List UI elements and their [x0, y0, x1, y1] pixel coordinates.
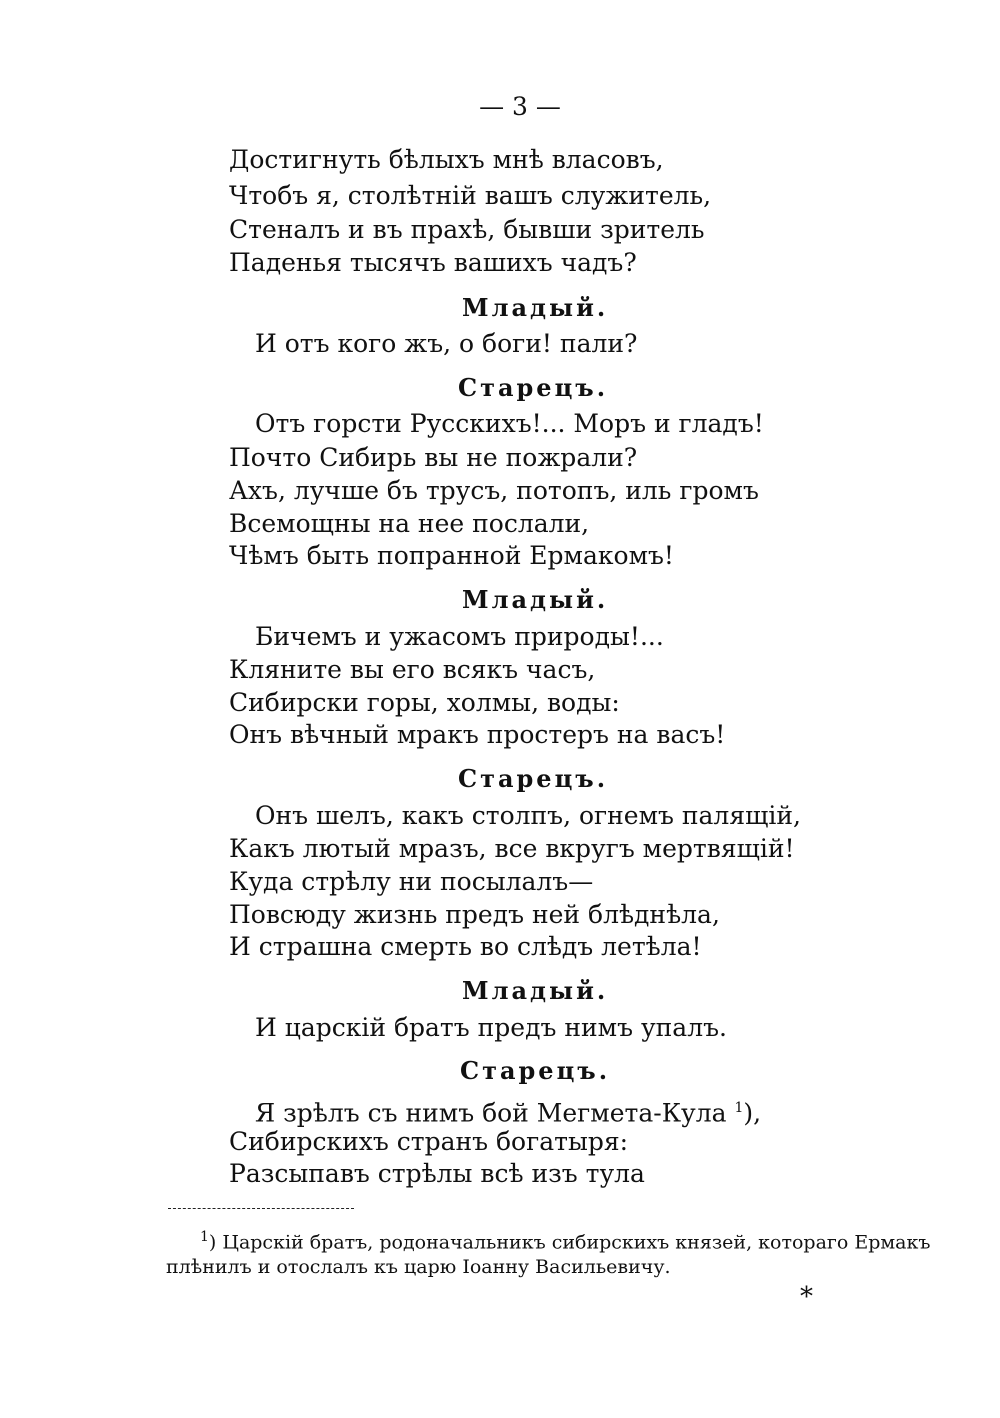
speaker-label: Младый.: [462, 293, 609, 322]
verse-line: Чтобъ я, столѣтній вашъ служитель,: [229, 181, 712, 210]
speaker-label: Старецъ.: [458, 764, 609, 793]
verse-line: Отъ горсти Русскихъ!... Моръ и гладъ!: [255, 409, 764, 438]
verse-line: Почто Сибирь вы не пожрали?: [229, 443, 638, 472]
signature-asterisk: *: [800, 1282, 813, 1312]
verse-line: Сибирскихъ странъ богатыря:: [229, 1127, 629, 1156]
footnote-divider: [168, 1208, 354, 1209]
verse-line: Бичемъ и ужасомъ природы!...: [255, 622, 664, 651]
page-number: — 3 —: [479, 92, 561, 121]
verse-line: Всемощны на нее послали,: [229, 509, 590, 538]
verse-line: Стеналъ и въ прахѣ, бывши зритель: [229, 215, 705, 244]
verse-line: Разсыпавъ стрѣлы всѣ изъ тула: [229, 1159, 645, 1188]
verse-line-with-footnote: [255, 1093, 761, 1128]
speaker-label: Старецъ.: [460, 1056, 611, 1085]
footnote-line-2: плѣнилъ и отослалъ къ царю Іоанну Васильевичу.: [166, 1256, 671, 1278]
speaker-label: Старецъ.: [458, 373, 609, 402]
footnote-number: 1: [200, 1229, 209, 1245]
verse-line: Достигнуть бѣлыхъ мнѣ власовъ,: [229, 145, 664, 174]
verse-text: Я зрѣлъ съ нимъ бой Мегмета-Кула: [255, 1098, 727, 1128]
verse-line: И страшна смерть во слѣдъ летѣла!: [229, 932, 702, 961]
verse-line: И царскій братъ предъ нимъ упалъ.: [255, 1013, 727, 1042]
verse-line: Чѣмъ быть попранной Ермакомъ!: [229, 541, 674, 570]
speaker-label: Младый.: [462, 976, 609, 1005]
verse-line: Онъ вѣчный мракъ простеръ на васъ!: [229, 720, 726, 749]
footnote-marker: 1: [734, 1100, 744, 1116]
verse-line: Повсюду жизнь предъ ней блѣднѣла,: [229, 900, 720, 929]
verse-line: Сибирски горы, холмы, воды:: [229, 688, 620, 717]
verse-line: И отъ кого жъ, о боги! пали?: [255, 329, 638, 358]
verse-line: Ахъ, лучше бъ трусъ, потопъ, иль громъ: [229, 476, 759, 505]
verse-line: Какъ лютый мразъ, все вкругъ мертвящій!: [229, 834, 795, 863]
speaker-label: Младый.: [462, 585, 609, 614]
verse-line: Куда стрѣлу ни посылалъ—: [229, 867, 594, 896]
verse-line: Паденья тысячъ вашихъ чадъ?: [229, 248, 637, 277]
footnote-text: ) Царскій братъ, родоначальникъ сибирскихъ князей, котораго Ермакъ: [208, 1231, 931, 1254]
verse-line: Онъ шелъ, какъ столпъ, огнемъ палящій,: [255, 801, 801, 830]
verse-line: Кляните вы его всякъ часъ,: [229, 655, 596, 684]
verse-text-end: ),: [743, 1098, 762, 1128]
